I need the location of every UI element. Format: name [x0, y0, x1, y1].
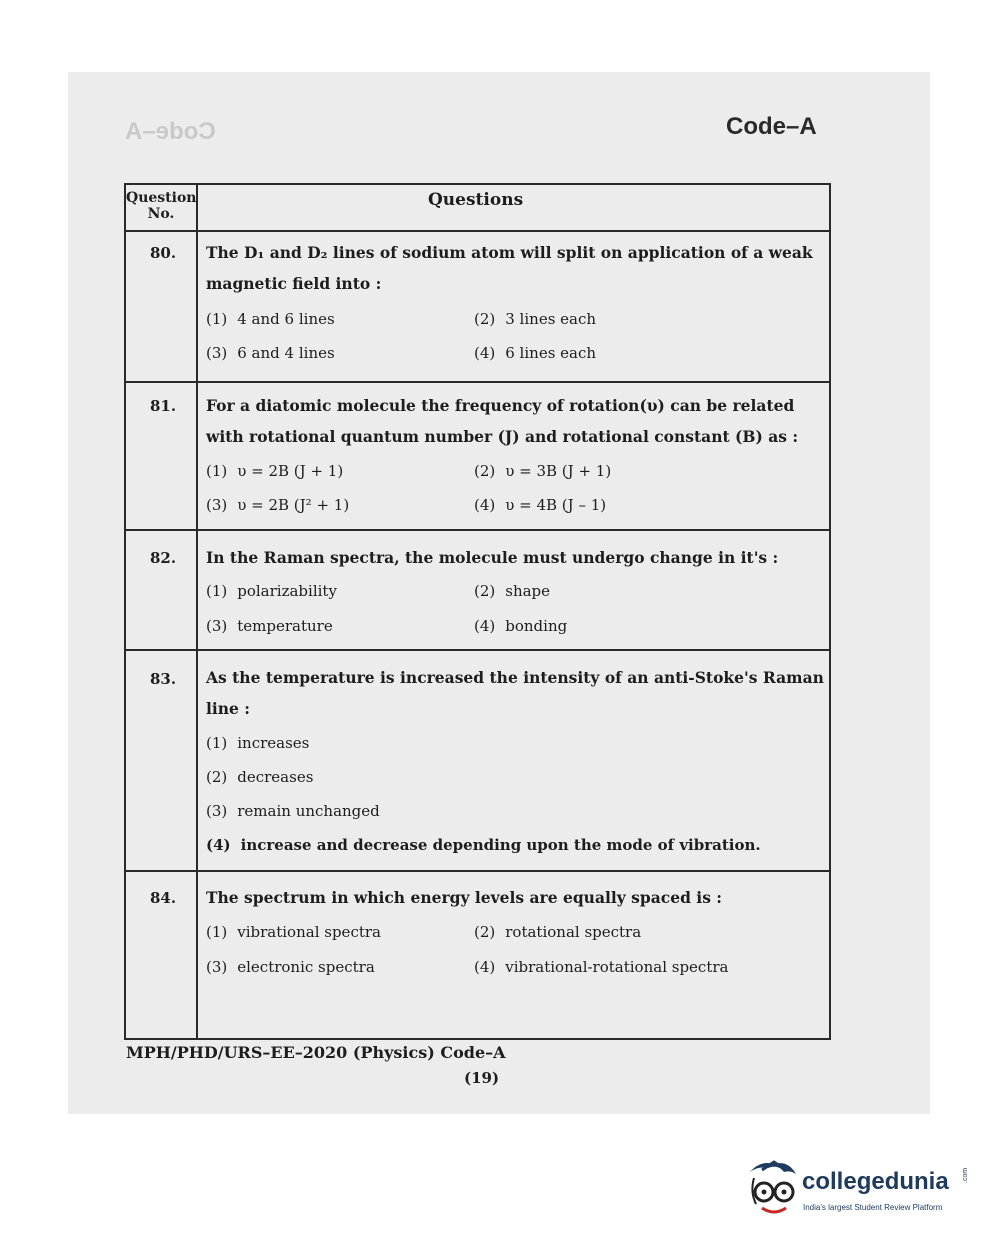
option-text: vibrational-rotational spectra — [505, 958, 729, 976]
question-number: 81. — [150, 397, 177, 415]
option — [206, 617, 333, 635]
logo-tagline: India's largest Student Review Platform — [803, 1203, 943, 1212]
option-text: increases — [237, 734, 310, 752]
option — [474, 344, 596, 362]
option-number: (1) — [206, 734, 228, 752]
option — [206, 496, 349, 514]
option-number: (3) — [206, 496, 228, 514]
logo-domain: .com — [962, 1167, 970, 1184]
option-text: bonding — [505, 617, 568, 635]
option — [474, 582, 550, 600]
option-text: increase and decrease depending upon the mode of vibration. — [240, 836, 761, 854]
question-text: In the Raman spectra, the molecule must undergo change in it's : — [206, 548, 779, 567]
question-number: 80. — [150, 244, 177, 262]
row-rule — [124, 649, 831, 651]
option — [206, 344, 335, 362]
option-text: υ = 2B (J + 1) — [237, 462, 344, 480]
option-text: 6 lines each — [505, 344, 597, 362]
option — [474, 923, 641, 941]
option — [474, 462, 611, 480]
option-text: polarizability — [237, 582, 337, 600]
option-number: (4) — [474, 496, 496, 514]
option-text: electronic spectra — [237, 958, 375, 976]
option-text: decreases — [237, 768, 314, 786]
question-number: 83. — [150, 670, 177, 688]
option — [206, 462, 343, 480]
option-number: (4) — [474, 617, 496, 635]
questions-header: Questions — [428, 190, 524, 210]
option — [206, 836, 761, 854]
option-number: (3) — [206, 802, 228, 820]
option-number: (2) — [474, 462, 496, 480]
option — [206, 802, 380, 820]
question-no-header: Question No. — [126, 190, 197, 222]
option — [206, 923, 381, 941]
option-text: shape — [505, 582, 551, 600]
option-number: (2) — [474, 923, 496, 941]
question-text: The D₁ and D₂ lines of sodium atom will split on application of a weak magnetic field into : — [206, 243, 813, 293]
option-number: (2) — [206, 768, 228, 786]
option-text: 6 and 4 lines — [237, 344, 335, 362]
option-text: remain unchanged — [237, 802, 380, 820]
option-text: υ = 4B (J – 1) — [505, 496, 607, 514]
option — [206, 310, 335, 328]
option-number: (3) — [206, 617, 228, 635]
option-text: rotational spectra — [505, 923, 642, 941]
page-number: (19) — [464, 1069, 500, 1087]
paper-code: Code–A — [726, 113, 817, 140]
paper-footer: MPH/PHD/URS–EE–2020 (Physics) Code–A — [126, 1043, 506, 1062]
question-text: As the temperature is increased the intensity of an anti-Stoke's Raman line : — [206, 668, 824, 718]
option-number: (4) — [206, 836, 231, 854]
option-number: (4) — [474, 958, 496, 976]
logo-wordmark: collegedunia — [802, 1168, 949, 1195]
option — [206, 582, 337, 600]
option-text: 4 and 6 lines — [237, 310, 335, 328]
option-number: (1) — [206, 582, 228, 600]
option-number: (3) — [206, 344, 228, 362]
row-rule — [124, 529, 831, 531]
question-number: 82. — [150, 549, 177, 567]
option-text: vibrational spectra — [237, 923, 381, 941]
option-text: υ = 3B (J + 1) — [505, 462, 612, 480]
option-text: temperature — [237, 617, 333, 635]
option-number: (2) — [474, 310, 496, 328]
option — [474, 310, 596, 328]
option — [474, 617, 567, 635]
option-text: 3 lines each — [505, 310, 597, 328]
option-number: (1) — [206, 310, 228, 328]
question-text: For a diatomic molecule the frequency of rotation(υ) can be related with rotational quantum number (J) and rotational constant (B) as : — [206, 396, 799, 446]
option-number: (2) — [474, 582, 496, 600]
bleed-through-code: Code–A — [125, 118, 216, 145]
row-rule — [124, 381, 831, 383]
option — [206, 958, 375, 976]
option-number: (3) — [206, 958, 228, 976]
option-text: υ = 2B (J² + 1) — [237, 496, 350, 514]
option — [206, 768, 313, 786]
column-divider — [196, 183, 198, 1040]
option-number: (1) — [206, 923, 228, 941]
option — [474, 958, 728, 976]
option — [474, 496, 606, 514]
option-number: (4) — [474, 344, 496, 362]
row-rule — [124, 870, 831, 872]
option-number: (1) — [206, 462, 228, 480]
question-text: The spectrum in which energy levels are equally spaced is : — [206, 888, 723, 907]
header-rule — [124, 230, 831, 232]
option — [206, 734, 309, 752]
question-number: 84. — [150, 889, 177, 907]
